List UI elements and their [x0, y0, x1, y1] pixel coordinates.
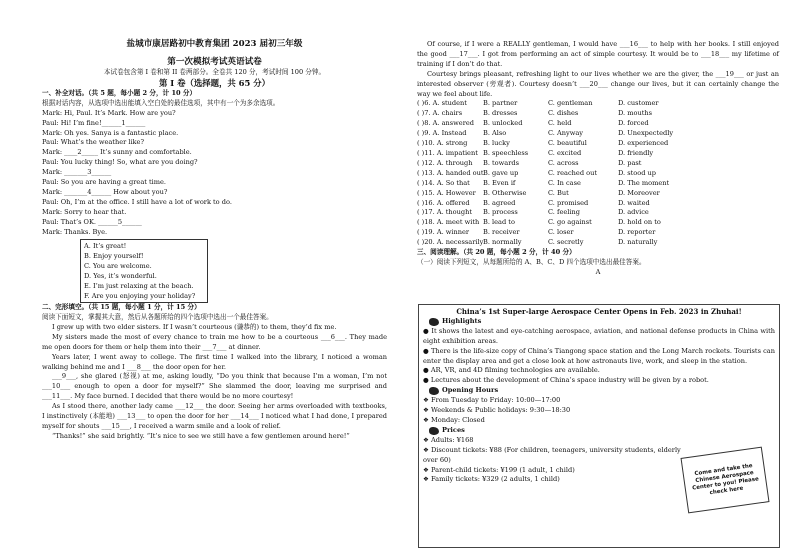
dialogue-option: F. Are you enjoying your holiday?: [84, 291, 196, 300]
choice-row: [417, 179, 779, 189]
cloze-choices: [417, 99, 779, 248]
choice-option: C. dishes: [548, 109, 579, 118]
choice-option: B. lead to: [483, 218, 515, 227]
choice-option: ( )12. A. through: [417, 158, 473, 167]
dialogue-line: Mark: _______3______: [42, 168, 112, 177]
cloze-paragraph: “Thanks!” she said brightly. “It’s nice to see we still have a few gentlemen around here!”: [52, 431, 350, 440]
choice-option: ( )17. A. thought: [417, 208, 473, 217]
choice-option: ( )18. A. meet with: [417, 218, 480, 227]
exam-title: 盐城市康居路初中教育集团 2023 届初三年级: [126, 39, 303, 49]
choice-row: [417, 99, 779, 109]
choice-option: B. gave up: [483, 168, 519, 177]
choice-option: D. friendly: [618, 148, 654, 157]
section1-instruction: 根据对话内容，从选项中选出能填入空白处的最佳选项，其中有一个为多余选项。: [42, 98, 280, 107]
price-item: ❖ Parent-child tickets: ¥199 (1 adult, 1 child): [423, 465, 575, 474]
choice-row: [417, 218, 779, 228]
highlight-item: ● Lectures about the development of China’s space industry will be given by a robot.: [423, 376, 709, 385]
cloze-paragraph: Courtesy brings pleasant, refreshing light to our lives whether we are the giver, the ___19___ or just an interested observer (旁观者). Courtesy doesn’t ___20___ change our lives, but it can certainly change the way we feel about life.: [417, 69, 779, 98]
section3-instruction: （一）阅读下列短文，从每题所给的 A、B、C、D 四个选项中选出最佳答案。: [417, 257, 646, 266]
section1-heading: 一、补全对话。（共 5 题，每小题 2 分，计 10 分）: [42, 88, 197, 97]
choice-option: ( )7. A. chairs: [417, 109, 463, 118]
dialogue-line: Paul: So you are having a great time.: [42, 178, 167, 187]
hours-heading: [429, 386, 775, 396]
choice-row: [417, 129, 779, 139]
highlights-heading: [429, 317, 775, 327]
section3-heading: 三、阅读理解。（共 20 题，每小题 2 分，计 40 分）: [417, 248, 576, 257]
highlight-item: ● It shows the latest and eye-catching aerospace, aviation, and national defense products in China with eight exhibition areas.: [423, 326, 775, 345]
choice-option: C. held: [548, 119, 572, 128]
choice-option: C. Anyway: [548, 129, 584, 138]
exam-note: 本试卷包含第 I 卷和第 II 卷两部分。全卷共 120 分，考试时间 100 分钟。: [103, 68, 326, 76]
hours-text: From Tuesday to Friday: 10:00—17:00: [431, 396, 561, 405]
choice-row: [417, 189, 779, 199]
choice-option: B. Otherwise: [483, 188, 527, 197]
cloze-paragraph: ___9___, she glared (怒视) at me, asking loudly, “Do you think that because I’m a woman, I’m not ___10___ enough to open a door for myself?” She slammed the door, leaving me surprised and ___11___. My face burned. I decided that there would be no more courtesy!: [42, 372, 387, 401]
passage-label: A: [595, 267, 601, 276]
paint-splash-icon: [429, 387, 439, 395]
cloze-paragraph: Of course, if I were a REALLY gentleman, I would have ___16___ to help with her books. I still enjoyed the good ___17___. I got from performing an act of simple courtesy. It would be to ___18___ my lifetime of training if I don’t do that.: [417, 40, 779, 68]
choice-option: C. beautiful: [548, 139, 587, 148]
choice-option: D. past: [618, 158, 642, 167]
choice-option: B. agreed: [483, 198, 516, 207]
choice-option: B. lucky: [483, 139, 510, 148]
dialogue-options-box: [80, 239, 208, 304]
choice-option: B. dresses: [483, 109, 518, 118]
right-column: [417, 40, 779, 278]
choice-option: ( )8. A. answered: [417, 119, 474, 128]
prices-heading: [429, 426, 775, 436]
volume-heading: 第 I 卷（选择题，共 65 分）: [159, 77, 270, 88]
hours-text: Monday: Closed: [431, 415, 485, 424]
aerospace-ad: [418, 304, 780, 548]
price-text: Discount tickets: ¥88 (For children, teenagers, university students, elderly over 60): [423, 445, 681, 464]
choice-option: C. reached out: [548, 168, 598, 177]
choice-option: C. feeling: [548, 208, 580, 217]
ad-title: China’s 1st Super-large Aerospace Center Opens in Feb. 2023 in Zhuhai!: [456, 307, 742, 316]
choice-option: B. receiver: [483, 228, 520, 237]
choice-option: B. unlocked: [483, 119, 523, 128]
exam-subtitle: 第一次模拟考试英语试卷: [167, 57, 262, 67]
dialogue-line: Mark: Oh yes. Sanya is a fantastic place.: [42, 128, 179, 137]
choice-row: [417, 119, 779, 129]
choice-row: [417, 208, 779, 218]
highlight-item: ● There is the life-size copy of China’s Tiangong space station and the Long March rockets. Tourists can enter the display area and get a close look at how astronauts live, work, and sleep in the station.: [423, 346, 775, 365]
hours-item: ❖ Weekends & Public holidays: 9:30—18:30: [423, 406, 571, 415]
choice-option: ( )15. A. However: [417, 188, 476, 197]
choice-option: D. experienced: [618, 139, 669, 148]
choice-row: [417, 159, 779, 169]
choice-option: D. Moreover: [618, 188, 660, 197]
hours-label: Opening Hours: [442, 386, 499, 395]
section2-heading: 二、完形填空。（共 15 题，每小题 1 分，计 15 分）: [42, 303, 201, 312]
hours-item: ❖ From Tuesday to Friday: 10:00—17:00: [423, 396, 561, 405]
choice-row: [417, 109, 779, 119]
dialogue-line: Paul: That’s OK. ______5______: [42, 217, 142, 226]
choice-option: C. loser: [548, 228, 574, 237]
price-text: Parent-child tickets: ¥199 (1 adult, 1 child): [431, 465, 575, 474]
choice-option: D. waited: [618, 198, 650, 207]
choice-option: C. But: [548, 188, 569, 197]
choice-option: C. excited: [548, 148, 582, 157]
cloze-paragraph: I grew up with two elder sisters. If I wasn’t courteous (谦恭的) to them, they’d fix me.: [52, 322, 337, 331]
choice-option: D. reporter: [618, 228, 656, 237]
dialogue-line: Paul: What’s the weather like?: [42, 138, 144, 147]
choice-option: D. customer: [618, 99, 659, 108]
choice-option: C. across: [548, 158, 579, 167]
choice-option: B. partner: [483, 99, 518, 108]
choice-option: B. Also: [483, 129, 507, 138]
choice-option: C. promised: [548, 198, 589, 207]
choice-option: B. process: [483, 208, 518, 217]
choice-option: D. mouths: [618, 109, 652, 118]
paint-splash-icon: [429, 318, 439, 326]
ad-sticker: Come and take the Chinese Aerospace Center to you! Please check here: [681, 447, 770, 514]
dialogue-line: Mark: Thanks. Bye.: [42, 227, 108, 236]
paint-splash-icon: [429, 427, 439, 435]
dialogue-line: Paul: Hi! I’m fine!______1______: [42, 118, 146, 127]
choice-option: ( )11. A. impatient: [417, 148, 478, 157]
price-text: Adults: ¥168: [431, 435, 474, 444]
left-column: [42, 0, 387, 442]
dialogue-line: Paul: You lucky thing! So, what are you doing?: [42, 158, 198, 167]
choice-option: D. naturally: [618, 238, 658, 247]
dialogue-line: Mark: _______4______ How about you?: [42, 187, 168, 196]
choice-option: C. In case: [548, 178, 581, 187]
dialogue-option: D. Yes, it’s wonderful.: [84, 271, 157, 280]
price-item: ❖ Discount tickets: ¥88 (For children, teenagers, university students, elderly over 60): [423, 445, 681, 464]
choice-option: D. Unexpectedly: [618, 129, 674, 138]
section2-instruction: 阅读下面短文，掌握其大意，然后从各题所给的四个选项中选出一个最佳答案。: [42, 312, 273, 321]
highlights-label: Highlights: [442, 316, 482, 325]
prices-label: Prices: [442, 425, 465, 434]
dialogue-line: Mark: Hi, Paul. It’s Mark. How are you?: [42, 108, 176, 117]
choice-option: D. advice: [618, 208, 649, 217]
dialogue-line: Mark: ____2_____ It’s sunny and comfortable.: [42, 148, 192, 157]
choice-row: [417, 228, 779, 238]
cloze-paragraph: Years later, I went away to college. The first time I walked into the library, I noticed a woman walking behind me and I ___8___ the door open for her.: [42, 352, 387, 371]
choice-option: ( )10. A. strong: [417, 139, 468, 148]
dialogue-line: Paul: Oh, I’m at the office. I still have a lot of work to do.: [42, 197, 232, 206]
choice-option: ( )13. A. handed out: [417, 168, 484, 177]
price-text: Family tickets: ¥329 (2 adults, 1 child): [431, 475, 560, 484]
choice-option: B. speechless: [483, 148, 529, 157]
choice-option: D. stood up: [618, 168, 657, 177]
dialogue-option: B. Enjoy yourself!: [84, 251, 144, 260]
choice-option: ( )9. A. Instead: [417, 129, 467, 138]
choice-option: C. go against: [548, 218, 592, 227]
choice-row: [417, 139, 779, 149]
hours-item: ❖ Monday: Closed: [423, 415, 485, 424]
choice-option: B. towards: [483, 158, 519, 167]
highlight-item: ● AR, VR, and 4D filming technologies are available.: [423, 366, 600, 375]
choice-option: D. hold on to: [618, 218, 661, 227]
choice-option: D. The moment: [618, 178, 670, 187]
choice-row: [417, 199, 779, 209]
choice-option: B. Even if: [483, 178, 516, 187]
choice-option: B. normally: [483, 238, 522, 247]
choice-option: C. gentleman: [548, 99, 593, 108]
hours-text: Weekends & Public holidays: 9:30—18:30: [431, 406, 571, 415]
dialogue-option: E. I’m just relaxing at the beach.: [84, 281, 194, 290]
dialogue: [42, 109, 387, 238]
choice-option: C. secretly: [548, 238, 584, 247]
choice-option: ( )6. A. student: [417, 99, 467, 108]
cloze-paragraph: As I stood there, another lady came ___12___ the door. Seeing her arms overloaded with textbooks, I instinctively (本能地) ___13___ to open the door for her ___14___ I noticed what I had done, I prepared myself for shouts ___15___, I received a warm smile and a look of relief.: [42, 402, 387, 430]
choice-option: D. forced: [618, 119, 649, 128]
choice-row: [417, 149, 779, 159]
choice-row: [417, 169, 779, 179]
dialogue-option: A. It’s great!: [84, 241, 127, 250]
price-item: ❖ Adults: ¥168: [423, 435, 474, 444]
price-item: ❖ Family tickets: ¥329 (2 adults, 1 child): [423, 475, 560, 484]
choice-option: ( )16. A. offered: [417, 198, 470, 207]
dialogue-option: C. You are welcome.: [84, 261, 152, 270]
choice-row: [417, 238, 779, 248]
choice-option: ( )14. A. So that: [417, 178, 470, 187]
cloze-paragraph: My sisters made the most of every chance to train me how to be a courteous ___6___. They made me open doors for them or help them into their ___7___ at dinner.: [42, 332, 387, 351]
choice-option: ( )19. A. winner: [417, 228, 470, 237]
choice-option: ( )20. A. necessarily: [417, 238, 484, 247]
dialogue-line: Mark: Sorry to hear that.: [42, 207, 127, 216]
